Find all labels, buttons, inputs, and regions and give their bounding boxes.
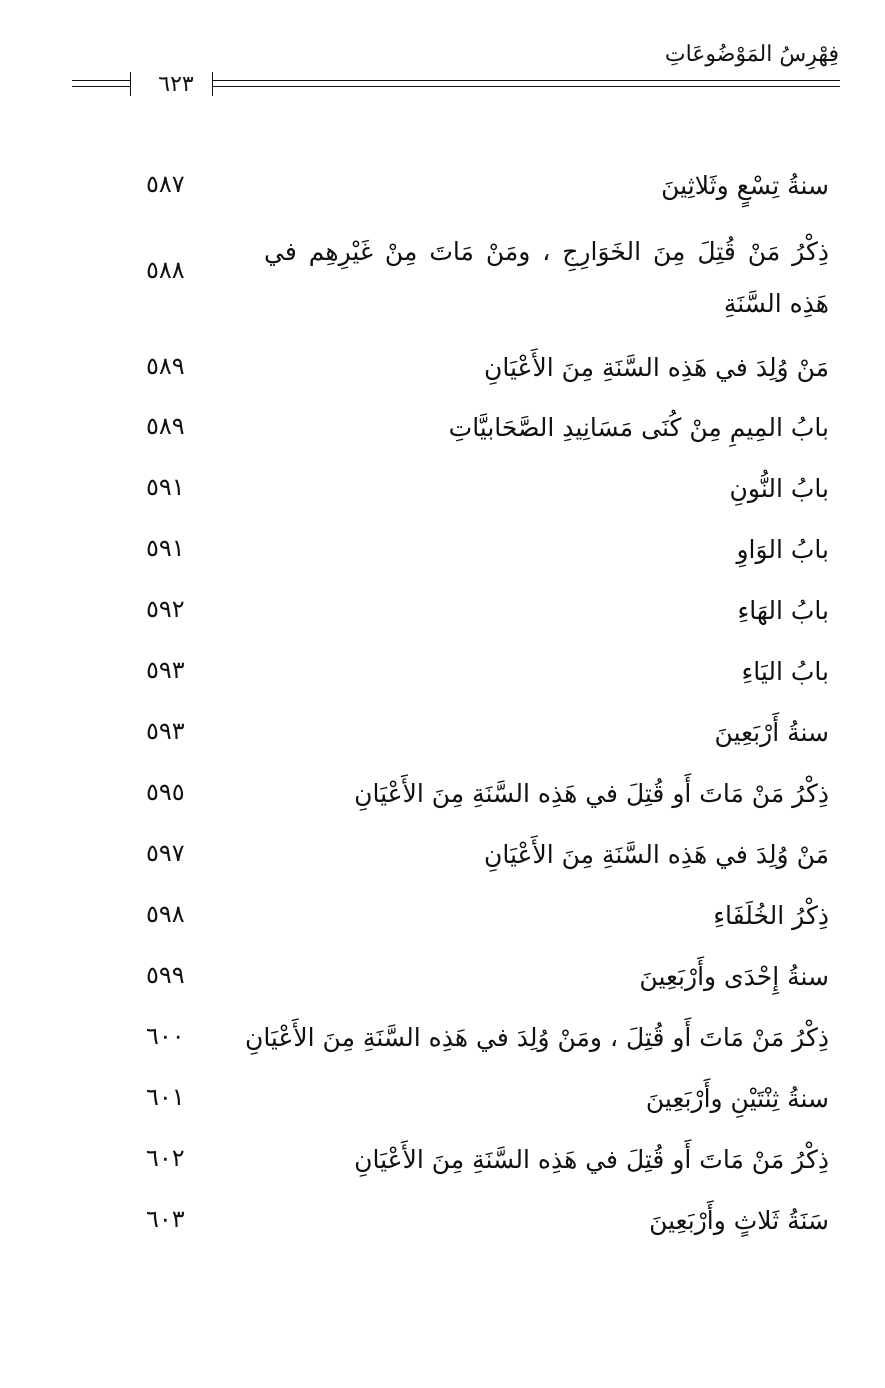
toc-entry <box>0 463 885 524</box>
toc-entry <box>0 768 885 829</box>
toc-entry-page: ٥٨٨ <box>146 256 185 284</box>
rule-line-right-top <box>212 80 840 81</box>
toc-entry <box>0 707 885 768</box>
toc-entry-title: بابُ الهَاءِ <box>737 596 829 625</box>
rule-tick-left <box>130 72 131 96</box>
toc-entry-title: مَنْ وُلِدَ في هَذِه السَّنَةِ مِنَ الأَعْيَانِ <box>484 840 829 869</box>
page-number: ٦٢٣ <box>158 72 194 97</box>
toc-entry-title: بابُ النُّونِ <box>729 474 829 503</box>
toc-entry-title: ذِكْرُ مَنْ مَاتَ أَو قُتِلَ في هَذِه السَّنَةِ مِنَ الأَعْيَانِ <box>354 1145 829 1174</box>
toc-entry-page: ٥٨٧ <box>146 170 185 198</box>
toc-entry <box>0 890 885 951</box>
toc-entry <box>0 524 885 585</box>
toc-entry <box>0 342 885 402</box>
toc-entry-title: بابُ اليَاءِ <box>741 657 829 686</box>
toc-entry-title: ذِكْرُ الخُلَفَاءِ <box>713 901 829 930</box>
toc-entry-page: ٦٠١ <box>146 1083 185 1111</box>
toc-entry-page: ٥٩٧ <box>146 839 185 867</box>
toc-entry-page: ٥٩٣ <box>146 717 185 745</box>
toc-entry <box>0 951 885 1012</box>
toc-entry <box>0 160 885 220</box>
toc-entry-title: بابُ الوَاوِ <box>736 535 829 564</box>
toc-entry <box>0 1012 885 1073</box>
toc-entry-page: ٥٨٩ <box>146 352 185 380</box>
toc-entry-title: ذِكْرُ مَنْ مَاتَ أَو قُتِلَ في هَذِه السَّنَةِ مِنَ الأَعْيَانِ <box>354 779 829 808</box>
toc-entry <box>0 585 885 646</box>
toc-entry-title: سنةُ إِحْدَى وأَرْبَعِينَ <box>639 962 829 991</box>
toc-entry-page: ٥٩١ <box>146 534 185 562</box>
rule-line-left-top <box>72 80 130 81</box>
toc-entry-page: ٥٩٥ <box>146 778 185 806</box>
running-header-title: فِهْرِسُ المَوْضُوعَاتِ <box>664 42 839 67</box>
toc-entry-title: بابُ المِيمِ مِنْ كُنَى مَسَانِيدِ الصَّحَابيَّاتِ <box>448 413 829 442</box>
toc-entry-title: مَنْ وُلِدَ في هَذِه السَّنَةِ مِنَ الأَعْيَانِ <box>484 353 829 382</box>
toc-entry-page: ٥٩٨ <box>146 900 185 928</box>
rule-line-left-bottom <box>72 86 130 87</box>
toc-entry-title: ذِكْرُ مَنْ مَاتَ أَو قُتِلَ ، ومَنْ وُلِدَ في هَذِه السَّنَةِ مِنَ الأَعْيَانِ <box>244 1023 829 1052</box>
toc-entry-title: سنةُ أَرْبَعِينَ <box>714 718 829 747</box>
rule-tick-right <box>212 72 213 96</box>
header-rule <box>72 70 840 100</box>
toc-entry-title: سنةُ تِسْعٍ وثَلاثِينَ <box>661 171 829 200</box>
toc-entry-page: ٦٠٠ <box>146 1022 185 1050</box>
toc-entry <box>0 829 885 890</box>
table-of-contents <box>0 160 885 1256</box>
toc-entry-page: ٥٨٩ <box>146 412 185 440</box>
toc-entry-page: ٥٩٢ <box>146 595 185 623</box>
toc-entry <box>0 646 885 707</box>
toc-entry-page: ٥٩٩ <box>146 961 185 989</box>
toc-entry-title: سنةُ ثِنْتَيْنِ وأَرْبَعِينَ <box>645 1084 829 1113</box>
toc-entry <box>0 220 885 342</box>
toc-entry <box>0 402 885 463</box>
toc-entry <box>0 1073 885 1134</box>
rule-line-right-bottom <box>212 86 840 87</box>
toc-entry-page: ٦٠٣ <box>146 1205 185 1233</box>
toc-entry <box>0 1195 885 1256</box>
toc-entry-page: ٥٩٣ <box>146 656 185 684</box>
toc-entry <box>0 1134 885 1195</box>
toc-entry-page: ٦٠٢ <box>146 1144 185 1172</box>
toc-entry-title: ذِكْرُ مَنْ قُتِلَ مِنَ الخَوَارِجِ ، ومَنْ مَاتَ مِنْ غَيْرِهِم في هَذِه السَّنَةِ <box>264 237 829 318</box>
toc-entry-title: سَنَةُ ثَلاثٍ وأَرْبَعِينَ <box>649 1206 829 1235</box>
toc-entry-page: ٥٩١ <box>146 473 185 501</box>
